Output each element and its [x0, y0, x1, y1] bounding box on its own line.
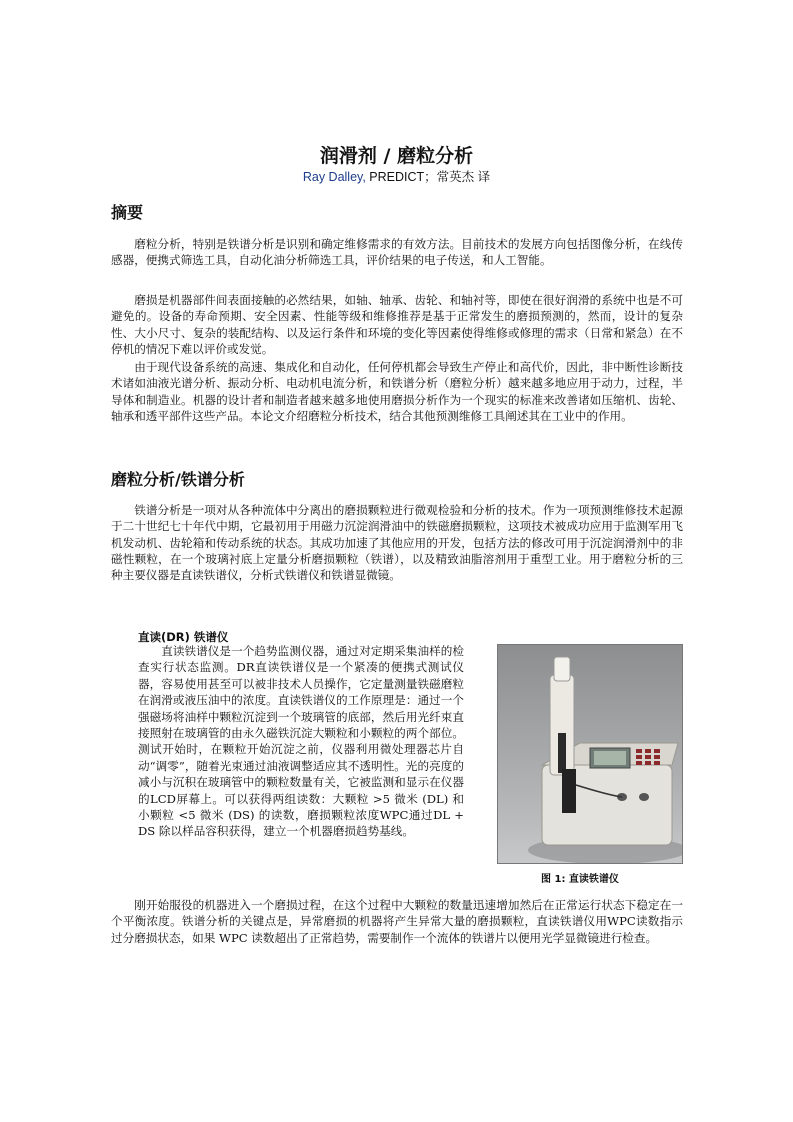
dr-ferrograph-paragraph: 直读铁谱仪是一个趋势监测仪器，通过对定期采集油样的检查实行状态监测。DR直读铁谱仪是一个紧凑的便携式测试仪器，容易使用甚至可以被非技术人员操作，它定量测量铁磁磨粒在润滑或液压油中的浓度。直读铁谱仪的工作原理是：通过一个强磁场将油样中颗粒沉淀到一个玻璃管的底部，然后用光纤束直接照射在玻璃管的由永久磁铁沉淀大颗粒和小颗粒的两个部位。测试开始时，在颗粒开始沉淀之前，仪器利用微处理器芯片自动“调零”，随着光束通过油液调整适应其不透明性。光的亮度的减小与沉积在玻璃管中的颗粒数量有关，它被监测和显示在仪器的LCD屏幕上。可以获得两组读数：大颗粒 >5 微米 (DL) 和小颗粒 <5 微米 (DS) 的读数，磨损颗粒浓度WPC通过DL + DS 除以样品容积获得，建立一个机器磨损趋势基线。 — [138, 644, 464, 839]
byline — [0, 167, 793, 185]
author-name: Ray Dalley, — [302, 170, 366, 184]
abstract-heading: 摘要 — [111, 203, 144, 222]
dr-ferrograph-heading: 直读(DR) 铁谱仪 — [138, 630, 229, 644]
figure-caption: 图 1: 直读铁谱仪 — [541, 874, 619, 885]
abstract-paragraph-3: 由于现代设备系统的高速、集成化和自动化，任何停机都会导致生产停止和高代价，因此，非中断性诊断技术诸如油液光谱分析、振动分析、电动机电流分析，和铁谱分析（磨粒分析）越来越多地应用于动力，过程，半导体和制造业。机器的设计者和制造者越来越多地使用磨损分析作为一个现实的标准来改善诸如压缩机、齿轮、轴承和透平部件这些产品。本论文介绍磨粒分析技术，结合其他预测维修工具阐述其在工业中的作用。 — [111, 360, 683, 423]
abstract-paragraph-1: 磨粒分析，特别是铁谱分析是识别和确定维修需求的有效方法。目前技术的发展方向包括图像分析，在线传感器，便携式筛选工具，自动化油分析筛选工具，评价结果的电子传送，和人工智能。 — [111, 237, 683, 268]
dr-ferrograph-photo — [497, 644, 683, 864]
ferrograph-instrument-image — [498, 645, 683, 864]
affiliation-translator: PREDICT；常英杰 译 — [365, 170, 491, 184]
document-title: 润滑剂 / 磨粒分析 — [319, 145, 474, 167]
ferrography-paragraph: 铁谱分析是一项对从各种流体中分离出的磨损颗粒进行微观检验和分析的技术。作为一项预测维修技术起源于二十世纪七十年代中期，它最初用于用磁力沉淀润滑油中的铁磁磨损颗粒，这项技术被成功应用于监测军用飞机发动机、齿轮箱和传动系统的状态。其成功加速了其他应用的开发，包括方法的修改可用于沉淀润滑剂中的非磁性颗粒，在一个玻璃衬底上定量分析磨损颗粒（铁谱），以及精致油脂溶剂用于重型工业。用于磨粒分析的三种主要仪器是直读铁谱仪，分析式铁谱仪和铁谱显微镜。 — [111, 503, 683, 583]
dr-follow-paragraph: 刚开始服役的机器进入一个磨损过程，在这个过程中大颗粒的数量迅速增加然后在正常运行状态下稳定在一个平衡浓度。铁谱分析的关键点是，异常磨损的机器将产生异常大量的磨损颗粒，直读铁谱仪用WPC读数指示过分磨损状态，如果 WPC 读数超出了正常趋势，需要制作一个流体的铁谱片以便用光学显微镜进行检查。 — [111, 898, 683, 945]
abstract-paragraph-2: 磨损是机器部件间表面接触的必然结果，如轴、轴承、齿轮、和轴衬等，即使在很好润滑的系统中也是不可避免的。设备的寿命预期、安全因素、性能等级和维修推荐是基于正常发生的磨损预测的，然而，设计的复杂性、大小尺寸、复杂的装配结构、以及运行条件和环境的变化等因素使得维修或修理的需求（日常和紧急）在不停机的情况下难以评价或发觉。 — [111, 293, 683, 356]
ferrography-heading: 磨粒分析/铁谱分析 — [111, 470, 245, 489]
